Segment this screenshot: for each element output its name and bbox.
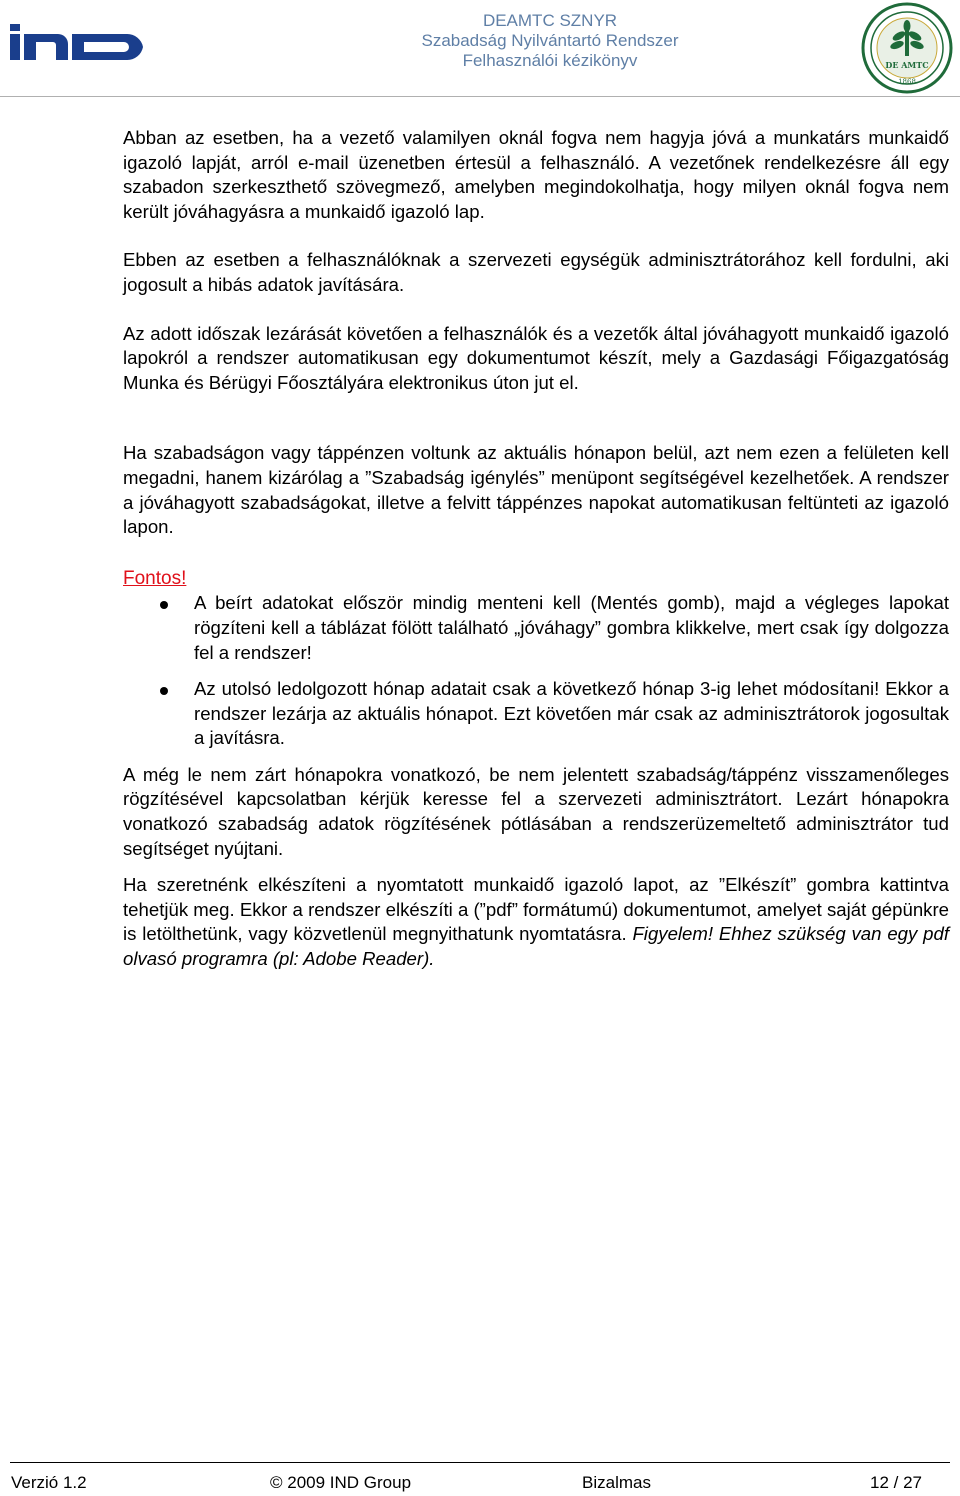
list-item (123, 677, 949, 751)
seal-text: DE AMTC (885, 60, 929, 70)
de-amtc-seal (861, 2, 953, 94)
footer-version: Verzió 1.2 (11, 1473, 87, 1492)
paragraph-period-close: Az adott időszak lezárását követően a felhasználók és a vezetők által jóváhagyott munkaidő igazoló lapokról a rendszer automatikusan egy dokumentumot készít, mely a Gazdasági Főigazgatóság Munka és Bérügyi Főosztályára elektronikus úton jut el. (123, 322, 949, 393)
important-heading: Fontos! (123, 567, 187, 589)
header-system: Szabadság Nyilvántartó Rendszer (421, 31, 679, 50)
paragraph-rejection: Abban az esetben, ha a vezető valamilyen oknál fogva nem hagyja jóvá a munkatárs munkaidő igazoló lapját, arról e-mail üzenetben értesül a felhasználó. A vezetőnek rendelkezésre áll egy szabadon szerkeszthető szövegmező, amelyben megindokolhatja, hogy milyen oknál fogva nem került jóváhagyásra a munkaidő igazoló lap. (123, 127, 949, 222)
paragraph-print (123, 873, 949, 971)
footer-copyright: © 2009 IND Group (270, 1473, 412, 1492)
bullet-icon (160, 601, 168, 609)
footer-page-number: 12 / 27 (870, 1473, 922, 1492)
seal-year: 1868 (898, 78, 916, 86)
important-list (123, 591, 949, 751)
bullet-icon (160, 687, 168, 695)
paragraph-admin-contact: Ebben az esetben a felhasználóknak a szervezeti egységük adminisztrátorához kell fordulni, aki jogosult a hibás adatok javítására. (123, 249, 949, 295)
footer-divider (10, 1462, 950, 1463)
header-manual: Felhasználói kézikönyv (462, 51, 638, 70)
header-org: DEAMTC SZNYR (482, 11, 618, 30)
list-item (123, 591, 949, 665)
paragraph-leave-info: Ha szabadságon vagy táppénzen voltunk az aktuális hónapon belül, azt nem ezen a felületen kell megadni, hanem kizárólag a ”Szabadság igénylés” menüpont segítségével kezelhetőek. A rendszer a jóváhagyott szabadságokat, illetve a felvitt táppénzes napokat automatikusan feltünteti az igazoló lapon. (123, 442, 949, 538)
page-header (0, 0, 960, 97)
list-item-text: Az utolsó ledolgozott hónap adatait csak a következő hónap 3-ig lehet módosítani! Ekkor a rendszer lezárja az aktuális hónapot. Ezt követően már csak az adminisztrátorok jogosultak a javításra. (194, 678, 949, 749)
header-titles (340, 11, 760, 71)
page-body (123, 126, 949, 972)
footer-confidential: Bizalmas (582, 1473, 651, 1492)
ind-logo (10, 24, 145, 62)
print-text: Ha szeretnénk elkészíteni a nyomtatott munkaidő igazoló lapot, az ”Elkészít” gombra kattintva tehetjük meg. Ekkor a rendszer elkészíti a (”pdf” formátumú) dokumentumot, amelyet saját gépünkre is letölthetünk, vagy közvetlenül megnyithatunk nyomtatásra. (123, 874, 949, 945)
list-item-text: A beírt adatokat először mindig menteni kell (Mentés gomb), majd a végleges lapokat rögzíteni kell a táblázat fölött található „jóváhagy” gombra klikkelve, mert csak így dolgozza fel a rendszer! (194, 592, 949, 663)
paragraph-retroactive: A még le nem zárt hónapokra vonatkozó, be nem jelentett szabadság/táppénz visszamenőleges rögzítésével kapcsolatban kérjük keresse fel a szervezeti adminisztrátort. Lezárt hónapokra vonatkozó szabadság adatok rögzítésének pótlásában a rendszerüzemeltető adminisztrátor tud segítséget nyújtani. (123, 763, 949, 859)
pdf-reader-note: Figyelem! Ehhez szükség van egy pdf olvasó programra (pl: Adobe Reader). (123, 923, 949, 970)
